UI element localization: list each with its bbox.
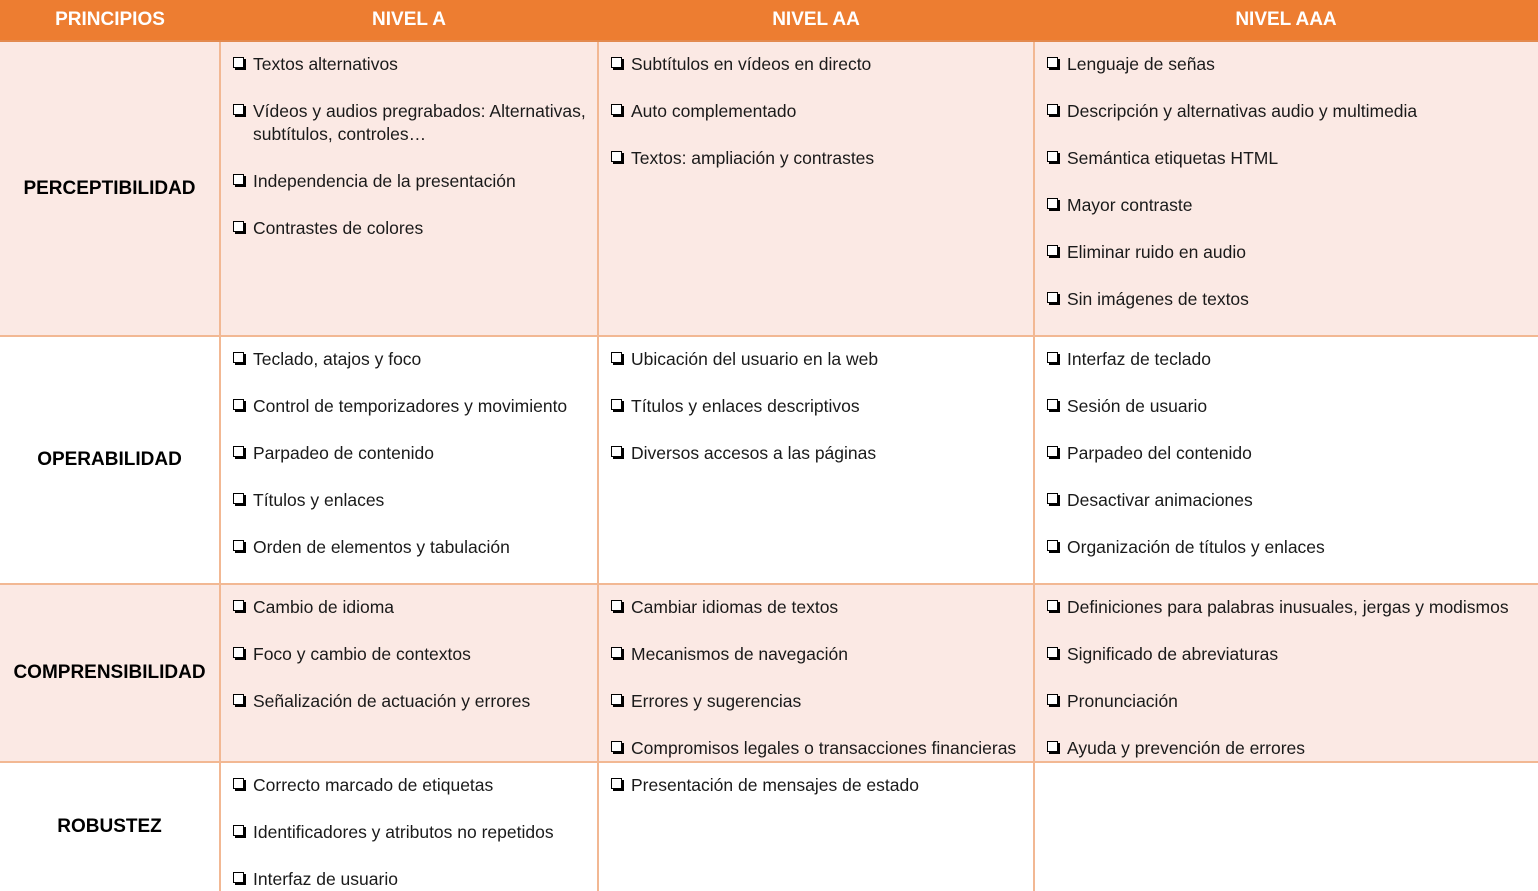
criterion-item xyxy=(231,217,589,240)
criterion-text: Auto complementado xyxy=(631,101,797,121)
criterion-item xyxy=(609,53,1025,76)
criterion-item xyxy=(1045,100,1530,123)
checkbox-bullet-icon xyxy=(611,399,622,410)
checkbox-bullet-icon xyxy=(1047,352,1058,363)
header-nivel-aaa: NIVEL AAA xyxy=(1034,0,1538,41)
checkbox-bullet-icon xyxy=(233,600,244,611)
criterion-item xyxy=(1045,288,1530,311)
criterion-item xyxy=(609,100,1025,123)
level-aa-cell xyxy=(598,41,1034,336)
criterion-text: Correcto marcado de etiquetas xyxy=(253,774,494,795)
criterion-text: Cambiar idiomas de textos xyxy=(631,596,839,617)
criterion-text: Diversos accesos a las páginas xyxy=(631,443,877,464)
principle-cell: ROBUSTEZ xyxy=(0,762,220,891)
criterion-text: Errores y sugerencias xyxy=(631,690,802,711)
checkbox-bullet-icon xyxy=(611,151,622,162)
level-aaa-cell xyxy=(1034,41,1538,336)
checkbox-bullet-icon xyxy=(233,446,244,457)
level-a-cell xyxy=(220,584,598,762)
checkbox-bullet-icon xyxy=(611,694,622,705)
criterion-item xyxy=(609,442,1025,465)
checkbox-bullet-icon xyxy=(1047,694,1058,705)
principle-cell: COMPRENSIBILIDAD xyxy=(0,584,220,762)
criterion-text: Vídeos y audios pregrabados: Alternativas, subtítulos, controles… xyxy=(253,101,586,144)
checkbox-bullet-icon xyxy=(611,647,622,658)
criterion-item xyxy=(609,690,1025,713)
checkbox-bullet-icon xyxy=(611,57,622,68)
criterion-item xyxy=(609,643,1025,666)
criterion-text: Títulos y enlaces xyxy=(253,490,385,511)
criterion-text: Independencia de la presentación xyxy=(253,171,516,191)
level-a-cell xyxy=(220,336,598,583)
criterion-item xyxy=(1045,53,1530,76)
criterion-item xyxy=(1045,489,1530,512)
criterion-item xyxy=(1045,147,1530,170)
header-row xyxy=(0,0,1538,41)
checkbox-bullet-icon xyxy=(1047,104,1058,115)
level-aa-cell xyxy=(598,584,1034,762)
checkbox-bullet-icon xyxy=(233,174,244,185)
checkbox-bullet-icon xyxy=(233,493,244,504)
checkbox-bullet-icon xyxy=(233,825,244,836)
checkbox-bullet-icon xyxy=(1047,741,1058,752)
level-aaa-cell xyxy=(1034,584,1538,762)
criterion-item xyxy=(231,596,589,619)
criterion-text: Presentación de mensajes de estado xyxy=(631,774,919,795)
checkbox-bullet-icon xyxy=(1047,446,1058,457)
criterion-text: Control de temporizadores y movimiento xyxy=(253,396,568,417)
criterion-text: Lenguaje de señas xyxy=(1067,54,1215,74)
level-a-cell xyxy=(220,762,598,891)
criterion-text: Cambio de idioma xyxy=(253,596,395,617)
criterion-item xyxy=(231,348,589,371)
criterion-text: Parpadeo de contenido xyxy=(253,443,434,464)
checkbox-bullet-icon xyxy=(1047,198,1058,209)
criterion-item xyxy=(1045,536,1530,559)
criterion-item xyxy=(231,100,589,146)
checkbox-bullet-icon xyxy=(1047,647,1058,658)
criterion-text: Organización de títulos y enlaces xyxy=(1067,537,1325,558)
criterion-text: Ayuda y prevención de errores xyxy=(1067,737,1306,758)
level-a-cell xyxy=(220,41,598,336)
criterion-item xyxy=(609,348,1025,371)
criterion-text: Teclado, atajos y foco xyxy=(253,349,422,370)
criterion-item xyxy=(1045,348,1530,371)
criterion-item xyxy=(231,690,589,713)
checkbox-bullet-icon xyxy=(233,872,244,883)
criterion-item xyxy=(231,643,589,666)
checkbox-bullet-icon xyxy=(1047,493,1058,504)
criterion-item xyxy=(609,737,1025,760)
criterion-text: Sin imágenes de textos xyxy=(1067,289,1249,309)
checkbox-bullet-icon xyxy=(233,647,244,658)
criterion-item xyxy=(1045,241,1530,264)
criterion-item xyxy=(231,53,589,76)
checkbox-bullet-icon xyxy=(1047,540,1058,551)
criterion-item xyxy=(231,868,589,891)
header-nivel-a: NIVEL A xyxy=(220,0,598,41)
criterion-text: Identificadores y atributos no repetidos xyxy=(253,821,554,842)
criterion-text: Foco y cambio de contextos xyxy=(253,643,471,664)
principle-cell: OPERABILIDAD xyxy=(0,336,220,583)
header-principios: PRINCIPIOS xyxy=(0,0,220,41)
criterion-item xyxy=(231,489,589,512)
principle-cell: PERCEPTIBILIDAD xyxy=(0,41,220,336)
criterion-item xyxy=(231,170,589,193)
checkbox-bullet-icon xyxy=(233,694,244,705)
criterion-text: Eliminar ruido en audio xyxy=(1067,242,1246,262)
criterion-text: Desactivar animaciones xyxy=(1067,490,1253,511)
criterion-text: Parpadeo del contenido xyxy=(1067,443,1252,464)
criterion-item xyxy=(231,821,589,844)
checkbox-bullet-icon xyxy=(611,352,622,363)
checkbox-bullet-icon xyxy=(1047,292,1058,303)
checkbox-bullet-icon xyxy=(1047,57,1058,68)
criterion-text: Subtítulos en vídeos en directo xyxy=(631,54,872,74)
criterion-item xyxy=(609,596,1025,619)
criterion-item xyxy=(609,147,1025,170)
criterion-item xyxy=(1045,194,1530,217)
criterion-text: Mayor contraste xyxy=(1067,195,1193,215)
level-aaa-cell xyxy=(1034,762,1538,891)
checkbox-bullet-icon xyxy=(1047,600,1058,611)
criterion-item xyxy=(1045,442,1530,465)
criterion-item xyxy=(231,774,589,797)
row-perceptibilidad xyxy=(0,41,1538,336)
criterion-text: Contrastes de colores xyxy=(253,218,424,238)
criterion-text: Compromisos legales o transacciones financieras xyxy=(631,737,1017,758)
criterion-item xyxy=(1045,690,1530,713)
criterion-text: Semántica etiquetas HTML xyxy=(1067,148,1279,168)
criterion-item xyxy=(1045,643,1530,666)
checkbox-bullet-icon xyxy=(1047,399,1058,410)
criterion-item xyxy=(231,395,589,418)
checkbox-bullet-icon xyxy=(611,778,622,789)
criterion-text: Orden de elementos y tabulación xyxy=(253,537,510,558)
level-aa-cell xyxy=(598,762,1034,891)
criterion-item xyxy=(609,395,1025,418)
checkbox-bullet-icon xyxy=(611,446,622,457)
criterion-text: Textos alternativos xyxy=(253,54,398,74)
criterion-item xyxy=(1045,737,1530,760)
criterion-text: Señalización de actuación y errores xyxy=(253,690,531,711)
criterion-text: Definiciones para palabras inusuales, jergas y modismos xyxy=(1067,596,1509,617)
row-robustez xyxy=(0,762,1538,891)
checkbox-bullet-icon xyxy=(1047,151,1058,162)
checkbox-bullet-icon xyxy=(233,352,244,363)
criterion-text: Ubicación del usuario en la web xyxy=(631,349,879,370)
checkbox-bullet-icon xyxy=(1047,245,1058,256)
checkbox-bullet-icon xyxy=(233,57,244,68)
criterion-text: Mecanismos de navegación xyxy=(631,643,848,664)
checkbox-bullet-icon xyxy=(611,104,622,115)
criterion-item xyxy=(1045,395,1530,418)
checkbox-bullet-icon xyxy=(233,104,244,115)
checkbox-bullet-icon xyxy=(611,741,622,752)
level-aaa-cell xyxy=(1034,336,1538,583)
criterion-text: Descripción y alternativas audio y multimedia xyxy=(1067,101,1418,121)
criterion-item xyxy=(231,536,589,559)
row-operabilidad xyxy=(0,336,1538,583)
checkbox-bullet-icon xyxy=(233,540,244,551)
criterion-text: Pronunciación xyxy=(1067,690,1178,711)
criterion-text: Textos: ampliación y contrastes xyxy=(631,148,875,168)
checkbox-bullet-icon xyxy=(233,778,244,789)
criterion-text: Interfaz de usuario xyxy=(253,868,398,889)
level-aa-cell xyxy=(598,336,1034,583)
checkbox-bullet-icon xyxy=(233,399,244,410)
criterion-text: Interfaz de teclado xyxy=(1067,349,1211,370)
row-comprensibilidad xyxy=(0,584,1538,762)
criterion-text: Títulos y enlaces descriptivos xyxy=(631,396,860,417)
checkbox-bullet-icon xyxy=(233,221,244,232)
criterion-text: Sesión de usuario xyxy=(1067,396,1208,417)
criterion-item xyxy=(1045,596,1530,619)
criterion-text: Significado de abreviaturas xyxy=(1067,643,1279,664)
criterion-item xyxy=(231,442,589,465)
checkbox-bullet-icon xyxy=(611,600,622,611)
header-nivel-aa: NIVEL AA xyxy=(598,0,1034,41)
criterion-item xyxy=(609,774,1025,797)
